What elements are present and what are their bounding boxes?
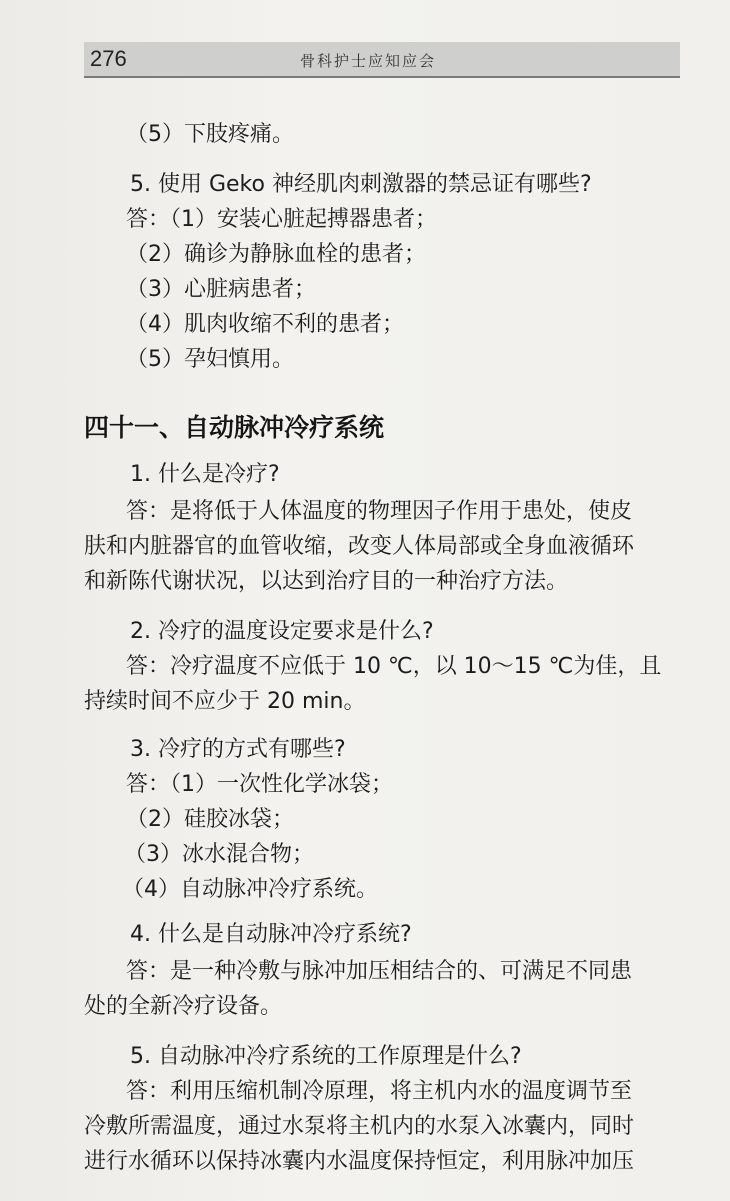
question: 2. 冷疗的温度设定要求是什么? <box>130 619 434 644</box>
list-item: （4）自动脉冲冷疗系统。 <box>122 877 378 902</box>
paragraph-line: 肤和内脏器官的血管收缩，改变人体局部或全身血液循环 <box>84 534 635 559</box>
list-item: （3）心脏病患者； <box>126 277 316 302</box>
question: 5. 自动脉冲冷疗系统的工作原理是什么? <box>130 1044 522 1069</box>
answer-line: 答：是一种冷敷与脉冲加压相结合的、可满足不同患 <box>126 959 633 984</box>
paragraph-line: 持续时间不应少于 20 min。 <box>84 689 366 714</box>
list-item: （5）孕妇慎用。 <box>126 347 294 372</box>
list-item: （4）肌肉收缩不利的患者； <box>126 312 404 337</box>
answer-line: 答：（1）安装心脏起搏器患者； <box>126 207 437 232</box>
answer-line: 答：冷疗温度不应低于 10 ℃，以 10～15 ℃为佳，且 <box>126 654 662 679</box>
section-heading: 四十一、自动脉冲冷疗系统 <box>84 413 385 442</box>
paragraph-line: 和新陈代谢状况，以达到治疗目的一种治疗方法。 <box>84 569 569 594</box>
header-rule <box>84 76 680 78</box>
question: 4. 什么是自动脉冲冷疗系统? <box>130 922 412 947</box>
question: 3. 冷疗的方式有哪些? <box>130 737 346 762</box>
answer-line: 答：利用压缩机制冷原理，将主机内水的温度调节至 <box>126 1079 633 1104</box>
question: 1. 什么是冷疗? <box>130 462 280 487</box>
list-item: （2）硅胶冰袋； <box>126 807 294 832</box>
paragraph-line: 处的全新冷疗设备。 <box>84 994 283 1019</box>
paragraph-line: 冷敷所需温度，通过水泵将主机内的水泵入冰囊内，同时 <box>84 1114 635 1139</box>
list-item: （3）冰水混合物； <box>124 842 314 867</box>
question: 5. 使用 Geko 神经肌肉刺激器的禁忌证有哪些? <box>130 172 592 197</box>
answer-line: 答：是将低于人体温度的物理因子作用于患处，使皮 <box>126 499 633 524</box>
list-item: （2）确诊为静脉血栓的患者； <box>126 242 426 267</box>
answer-line: 答：（1）一次性化学冰袋； <box>126 772 393 797</box>
list-item: （5）下肢疼痛。 <box>126 122 294 147</box>
paragraph-line: 进行水循环以保持冰囊内水温度保持恒定，利用脉冲加压 <box>84 1149 635 1174</box>
running-title: 骨科护士应知应会 <box>300 52 437 70</box>
page-number: 276 <box>90 46 127 71</box>
